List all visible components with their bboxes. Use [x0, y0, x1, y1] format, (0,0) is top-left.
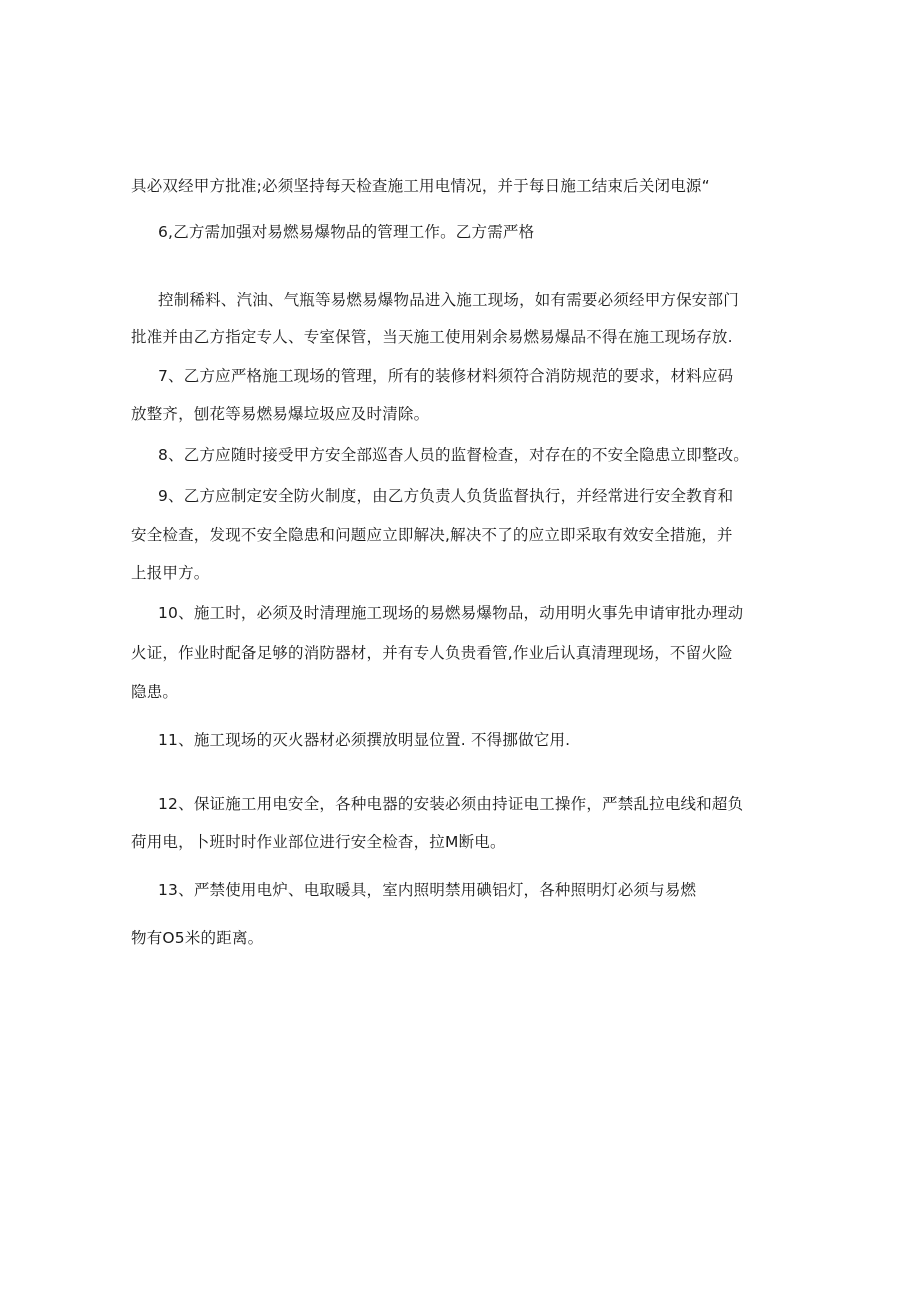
- text-line-18: 物有O5米的距离。: [131, 929, 264, 947]
- text-line-4: 批准并由乙方指定专人、专室保管，当天施工使用剁余易燃易爆品不得在施工现场存放.: [131, 328, 733, 346]
- text-line-14: 11、施工现场的灭火器材必须撰放明显位置. 不得挪做它用.: [158, 731, 571, 749]
- text-line-3: 控制稀料、汽油、气瓶等易燃易爆物品进入施工现场，如有需要必须经甲方保安部门: [158, 291, 739, 309]
- text-line-5: 7、乙方应严格施工现场的管理，所有的装修材料须符合消防规范的要求，材料应码: [158, 367, 734, 385]
- text-line-12: 火证，作业时配备足够的消防器材，并有专人负贵看管,作业后认真清理现场，不留火险: [131, 644, 733, 662]
- text-line-16: 荷用电，卜班时时作业部位进行安全检杳，拉M断电。: [131, 833, 506, 851]
- text-line-2: 6,乙方需加强对易燃易爆物品的管理工作。乙方需严格: [158, 223, 535, 241]
- text-line-11: 10、施工时，必须及时清理施工现场的易燃易爆物品，动用明火事先申请审批办理动: [158, 604, 744, 622]
- text-line-13: 隐患。: [131, 683, 179, 701]
- text-line-10: 上报甲方。: [131, 564, 210, 582]
- text-line-15: 12、保证施工用电安全，各种电器的安装必须由持证电工操作，严禁乱拉电线和超负: [158, 795, 744, 813]
- text-line-6: 放整齐，刨花等易燃易爆垃圾应及时清除。: [131, 405, 430, 423]
- text-line-17: 13、严禁使用电炉、电取暖具，室内照明禁用碘铝灯，各种照明灯必须与易燃: [158, 881, 697, 899]
- text-line-8: 9、乙方应制定安全防火制度，由乙方负责人负货监督执行，并经常进行安全教育和: [158, 487, 734, 505]
- text-line-7: 8、乙方应随时接受甲方安全部巡杳人员的监督检查，对存在的不安全隐患立即整改。: [158, 446, 749, 464]
- text-line-1: 具必双经甲方批准;必须坚持每天检查施工用电情况，并于每日施工结束后关闭电源“: [131, 177, 710, 195]
- text-line-9: 安全检查，发现不安全隐患和问题应立即解决,解决不了的应立即采取有效安全措施，并: [131, 526, 733, 544]
